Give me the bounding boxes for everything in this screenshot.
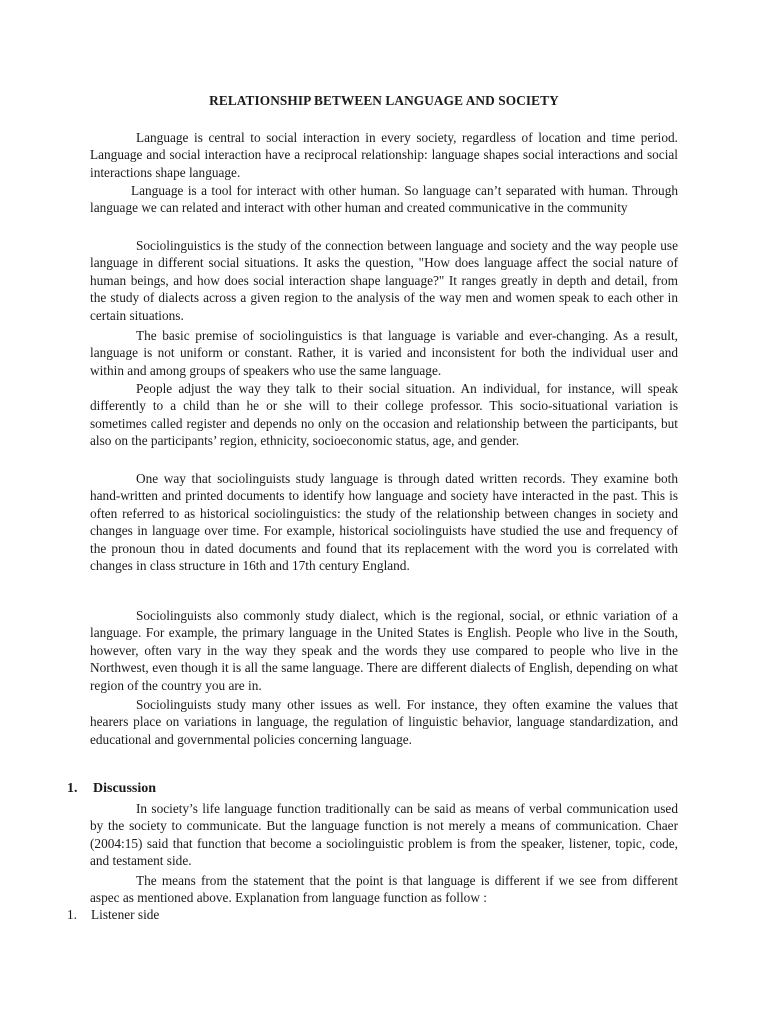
paragraph-statement-means: The means from the statement that the point is that language is different if we see from different aspec as mentioned above. Explanation from language function as follow : xyxy=(90,873,678,906)
paragraph-basic-premise: The basic premise of sociolinguistics is that language is variable and ever-changing. As a result, language is not uniform or constant. Rather, it is varied and inconsistent for both the individual user and within and among groups of speakers who use the same language. xyxy=(90,328,678,378)
paragraph-language-central: Language is central to social interaction in every society, regardless of location and time period. Language and social interaction have a reciprocal relationship: language shapes social interactions and social interactions shape language. xyxy=(90,130,678,180)
list-item-label: Listener side xyxy=(91,907,160,922)
paragraph-language-tool: Language is a tool for interact with other human. So language can’t separated with human. Through language we can related and interact with other human and created communicative in the community xyxy=(90,183,678,216)
list-item-listener-side xyxy=(67,906,159,923)
discussion-heading xyxy=(67,780,156,797)
list-item-number: 1. xyxy=(67,907,77,922)
paragraph-language-function: In society’s life language function traditionally can be said as means of verbal communication used by the society to communicate. But the language function is not merely a means of communication. Chaer (2004:15) said that function that become a sociolinguistic problem is from the speaker, listener, topic, code, and testament side. xyxy=(90,801,678,869)
paragraph-other-issues: Sociolinguists study many other issues as well. For instance, they often examine the values that hearers place on variations in language, the regulation of linguistic behavior, language standardization, and educational and governmental policies concerning language. xyxy=(90,697,678,747)
document-title: RELATIONSHIP BETWEEN LANGUAGE AND SOCIETY xyxy=(209,93,559,108)
paragraph-historical: One way that sociolinguists study language is through dated written records. They examine both hand-written and printed documents to identify how language and society have interacted in the past. This is often referred to as historical sociolinguistics: the study of the relationship between changes in society and changes in language over time. For example, historical sociolinguists have studied the use and frequency of the pronoun thou in dated documents and found that its replacement with the word you is correlated with changes in class structure in 16th and 17th century England. xyxy=(90,471,678,574)
paragraph-register: People adjust the way they talk to their social situation. An individual, for instance, will speak differently to a child than he or she will to their college professor. This socio-situational variation is sometimes called register and depends no only on the occasion and relationship between the participants, but also on the participants’ region, ethnicity, socioeconomic status, age, and gender. xyxy=(90,381,678,449)
discussion-heading-number: 1. xyxy=(67,781,78,796)
paragraph-sociolinguistics-definition: Sociolinguistics is the study of the connection between language and society and the way people use language in different social situations. It asks the question, "How does language affect the social nature of human beings, and how does social interaction shape language?" It ranges greatly in depth and detail, from the study of dialects across a given region to the analysis of the way men and women speak to each other in certain situations. xyxy=(90,238,678,323)
paragraph-dialect: Sociolinguists also commonly study dialect, which is the regional, social, or ethnic variation of a language. For example, the primary language in the United States is English. People who live in the South, however, often vary in the way they speak and the words they use compared to people who live in the Northwest, even though it is all the same language. There are different dialects of English, depending on what region of the country you are in. xyxy=(90,608,678,693)
discussion-heading-text: Discussion xyxy=(93,781,157,796)
